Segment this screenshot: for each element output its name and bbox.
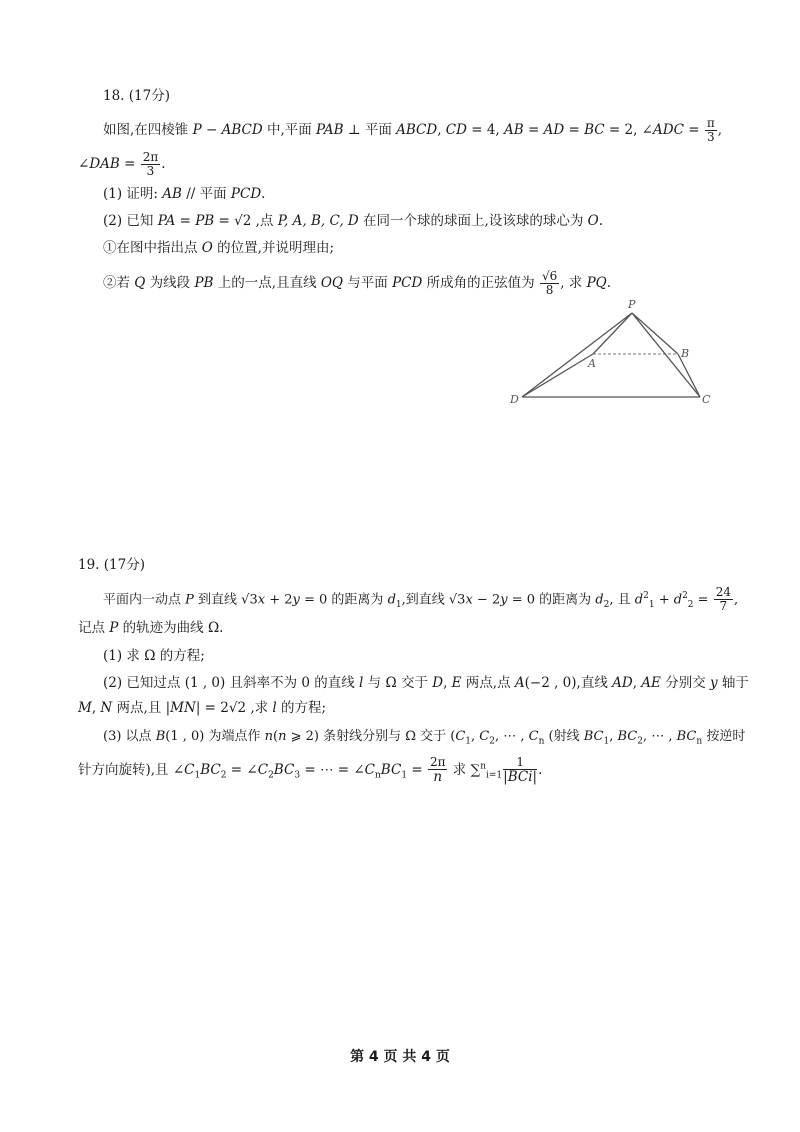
q18-line2: ∠DAB = $\frac{2\pi}{3}$ . — [78, 150, 166, 179]
fraction-1-over-BCi: $\frac{1}{\text{|BCi|}}$ — [503, 755, 538, 786]
q19-part3: (3) 以点 B(1 , 0) 为端点作 n(n ⩾ 2) 条射线分别与 Ω 交于 ($C_1$, $C_2$, ⋯ , $C_n$ (射线 $BC_1$, $BC_2$, ⋯ , $BC_n$ 按逆时 — [103, 729, 746, 747]
fraction-24-over-7: $\frac{24}{7}$ — [715, 585, 731, 614]
q18-header: 18. (17分) — [103, 88, 170, 104]
q19-line2: 记点 P 的轨迹为曲线 Ω. — [78, 620, 224, 636]
fraction-2pi-over-n: $\frac{2\pi}{n}$ — [429, 755, 446, 786]
q19-part2-cont: M, N 两点,且 |MN| = 2√2 ,求 l 的方程; — [78, 700, 327, 716]
fraction-pi-over-3: $\frac{\pi}{3}$ — [706, 116, 715, 145]
q19-part1: (1) 求 Ω 的方程; — [103, 648, 205, 664]
q19-line1: 平面内一动点 P 到直线 √3x + 2y = 0 的距离为 $d_1$,到直线 √3x − 2y = 0 的距离为 $d_2$, 且 $d^2_1 + d^2_2$ = $\frac{24}{7}$ , — [103, 585, 739, 614]
edge-PD — [522, 313, 632, 397]
q18-part1: (1) 证明: AB // 平面 PCD. — [103, 186, 266, 202]
edge-PC — [632, 313, 700, 397]
edge-BC — [678, 354, 700, 397]
fraction-sqrt6-over-8: $\frac{√6}{8}$ — [541, 269, 558, 298]
edge-PB — [632, 313, 678, 354]
pyramid-figure — [500, 295, 730, 410]
label-B: B — [681, 347, 690, 360]
edge-DA — [522, 354, 593, 397]
q18-part2: (2) 已知 PA = PB = √2 ,点 P, A, B, C, D 在同一个球的球面上,设该球的球心为 O. — [103, 213, 603, 229]
q19-header: 19. (17分) — [78, 557, 145, 573]
label-C: C — [702, 393, 711, 406]
fraction-2pi-over-3: $\frac{2\pi}{3}$ — [142, 150, 159, 179]
q18-part2-2: ②若 Q 为线段 PB 上的一点,且直线 OQ 与平面 PCD 所成角的正弦值为 $\frac{√6}{8}$ , 求 PQ. — [103, 269, 612, 298]
q19-part3-cont: 针方向旋转),且 $\angle C_1BC_2$ = $\angle C_2BC_3$ = ⋯ = $\angle C_nBC_1$ = $\frac{2\pi}{n}$ 求 ∑$^n_{i=1}$ $\frac{1}{\text{|BCi|}}$. — [78, 755, 543, 786]
label-A: A — [588, 357, 596, 370]
q18-part2-1: ①在图中指出点 O 的位置,并说明理由; — [103, 240, 335, 256]
page-footer: 第 4 页 共 4 页 — [350, 1049, 450, 1065]
q18-line1: 如图,在四棱锥 P − ABCD 中,平面 PAB ⊥ 平面 ABCD, CD = 4, AB = AD = BC = 2, ∠ADC = $\frac{\pi}{3}$ , — [103, 116, 722, 145]
edge-PA — [593, 313, 632, 354]
label-P: P — [628, 298, 636, 311]
label-D: D — [510, 393, 519, 406]
q19-part2: (2) 已知过点 (1 , 0) 且斜率不为 0 的直线 l 与 Ω 交于 D, E 两点,点 A(−2 , 0),直线 AD, AE 分别交 y 轴于 — [103, 675, 749, 691]
